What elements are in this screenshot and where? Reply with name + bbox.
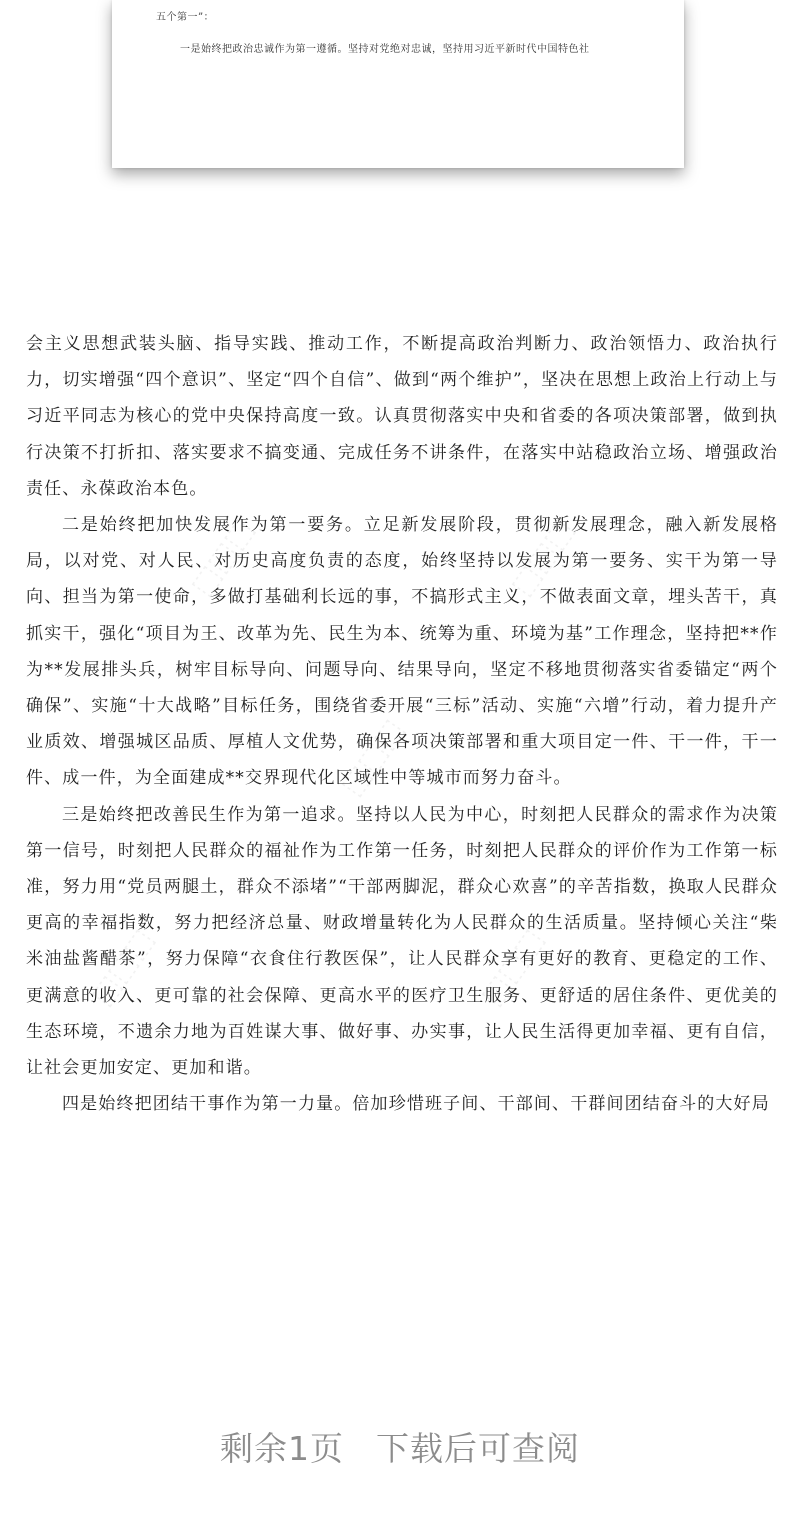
download-hint-label: 下载后可查阅 <box>376 1429 580 1468</box>
remaining-pages-label: 剩余1页 <box>220 1429 344 1468</box>
watermark: ⬚⬚⬚ <box>503 512 582 603</box>
paragraph-development: 二是始终把加快发展作为第一要务。立足新发展阶段，贯彻新发展理念，融入新发展格局，以对党、对人民、对历史高度负责的态度，始终坚持以发展为第一要务、实干为第一导向、担当为第一使命，多做打基础利长远的事，不搞形式主义，不做表面文章，埋头苦干，真抓实干，强化“项目为王、改革为先、民生为本、统筹为重、环境为基”工作理念，坚持把**作为**发展排头兵，树牢目标导向、问题导向、结果导向，坚定不移地贯彻落实省委锚定“两个确保”、实施“十大战略”目标任务，围绕省委开展“三标”活动、实施“六增”行动，着力提升产业质效、增强城区品质、厚植人文优势，确保各项决策部署和重大项目定一件、干一件，干一件、成一件，为全面建成**交界现代化区域性中等城市而努力奋斗。 <box>26 515 778 789</box>
preview-line-2: 一是始终把政治忠诚作为第一遵循。坚持对党绝对忠诚，坚持用习近平新时代中国特色社 <box>180 44 590 55</box>
remaining-pages-banner[interactable] <box>0 1424 800 1474</box>
watermark: ⬚⬚⬚ <box>183 512 262 603</box>
paragraph-unity: 四是始终把团结干事作为第一力量。倍加珍惜班子间、干部间、干群间团结奋斗的大好局 <box>62 1094 770 1115</box>
watermark: ⬚⬚⬚ <box>83 922 162 1013</box>
preview-page-card <box>112 0 684 168</box>
watermark: ⬚⬚⬚ <box>473 922 552 1013</box>
preview-line-1: 五个第一”： <box>156 12 215 23</box>
paragraph-continuation: 会主义思想武装头脑、指导实践、推动工作，不断提高政治判断力、政治领悟力、政治执行力，切实增强“四个意识”、坚定“四个自信”、做到“两个维护”，坚决在思想上政治上行动上与习近平同志为核心的党中央保持高度一致。认真贯彻落实中央和省委的各项决策部署，做到执行决策不打折扣、落实要求不搞变通、完成任务不讲条件，在落实中站稳政治立场、增强政治责任、永葆政治本色。 <box>26 334 778 499</box>
watermark: ⬚⬚⬚ <box>333 712 412 803</box>
paragraph-livelihood: 三是始终把改善民生作为第一追求。坚持以人民为中心，时刻把人民群众的需求作为决策第一信号，时刻把人民群众的福祉作为工作第一任务，时刻把人民群众的评价作为工作第一标准，努力用“党员两腿土，群众不添堵”“干部两脚泥，群众心欢喜”的辛苦指数，换取人民群众更高的幸福指数，努力把经济总量、财政增量转化为人民群众的生活质量。坚持倾心关注“柴米油盐酱醋茶”，努力保障“衣食住行教医保”，让人民群众享有更好的教育、更稳定的工作、更满意的收入、更可靠的社会保障、更高水平的医疗卫生服务、更舒适的居住条件、更优美的生态环境，不遗余力地为百姓谋大事、做好事、办实事，让人民生活得更加幸福、更有自信，让社会更加安定、更加和谐。 <box>26 804 778 1079</box>
document-body <box>26 326 778 1122</box>
